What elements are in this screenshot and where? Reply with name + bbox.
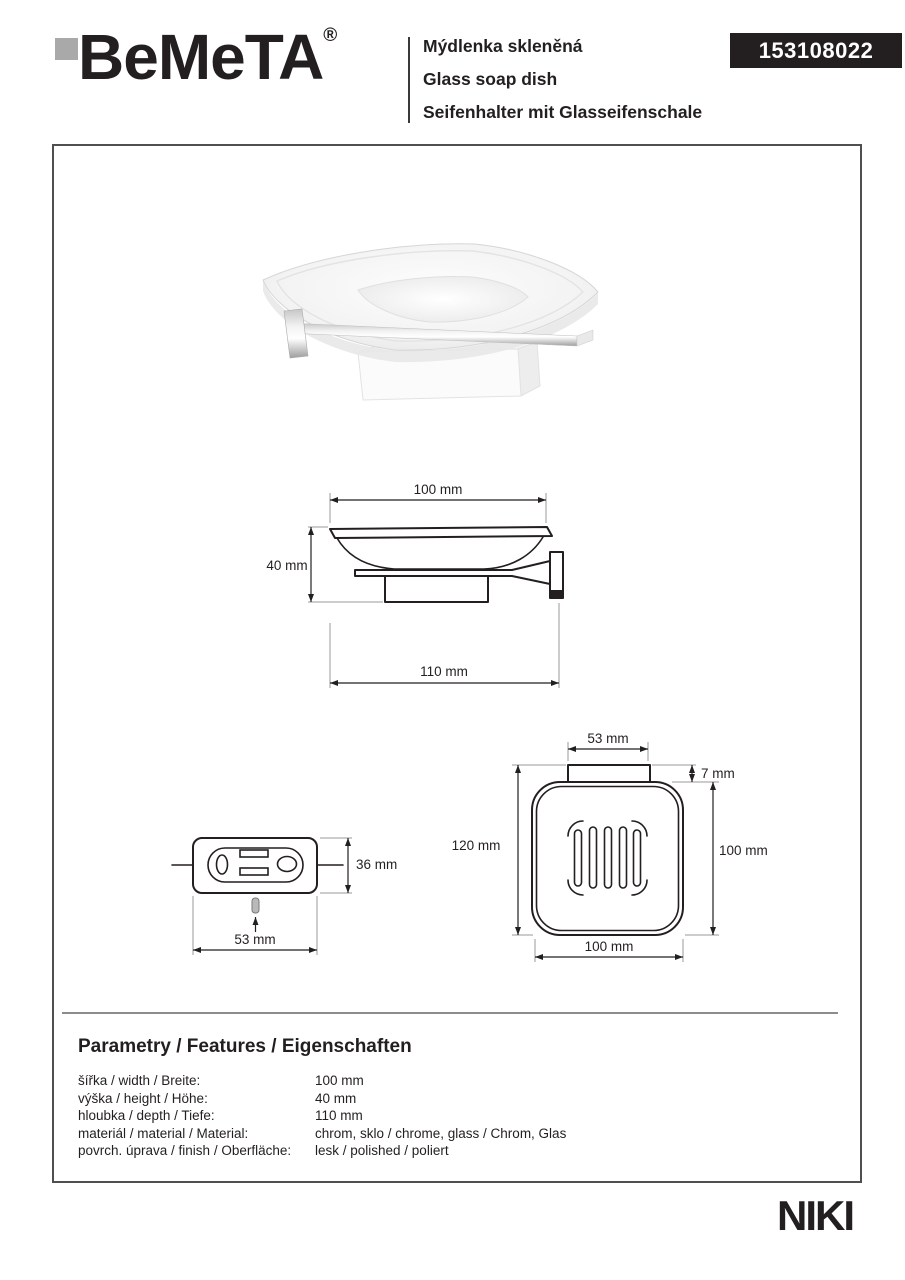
param-label-height: výška / height / Höhe: bbox=[78, 1090, 208, 1106]
product-title-cs: Mýdlenka skleněná bbox=[423, 36, 583, 56]
brand-name: BeMeTA bbox=[78, 21, 324, 93]
parameters-heading: Parametry / Features / Eigenschaften bbox=[78, 1036, 412, 1057]
product-photo bbox=[180, 180, 740, 470]
table-row bbox=[78, 1142, 566, 1160]
top-dish-width-label: 100 mm bbox=[584, 939, 634, 954]
product-title-en: Glass soap dish bbox=[423, 69, 558, 89]
side-width-label: 100 mm bbox=[413, 482, 463, 497]
top-view-drawing bbox=[440, 727, 770, 967]
product-titles bbox=[423, 30, 702, 129]
side-view-object bbox=[330, 527, 563, 602]
bracket-height-label: 36 mm bbox=[356, 857, 398, 872]
table-row bbox=[78, 1125, 566, 1143]
table-row bbox=[78, 1090, 566, 1108]
brand-logo bbox=[78, 20, 337, 94]
product-code-badge: 153108022 bbox=[730, 33, 902, 68]
side-depth-label: 110 mm bbox=[420, 664, 468, 679]
param-value-depth: 110 mm bbox=[315, 1108, 363, 1124]
series-name: NIKI bbox=[777, 1192, 853, 1239]
top-view-object bbox=[532, 765, 683, 935]
param-value-finish: lesk / polished / poliert bbox=[315, 1143, 449, 1159]
param-value-width: 100 mm bbox=[315, 1073, 364, 1088]
bracket-width-label: 53 mm bbox=[234, 932, 276, 947]
parameters-table bbox=[78, 1072, 566, 1160]
top-dish-depth-label: 100 mm bbox=[719, 843, 768, 858]
param-value-height: 40 mm bbox=[315, 1090, 357, 1106]
top-total-depth-label: 120 mm bbox=[451, 838, 501, 853]
soap-dish-photo bbox=[263, 244, 598, 400]
param-label-finish: povrch. úprava / finish / Oberfläche: bbox=[78, 1143, 292, 1159]
side-height-label: 40 mm bbox=[266, 558, 308, 573]
param-label-material: materiál / material / Material: bbox=[78, 1125, 249, 1141]
table-row bbox=[78, 1072, 566, 1090]
registered-mark: ® bbox=[323, 25, 338, 46]
param-label-width: šířka / width / Breite: bbox=[78, 1073, 201, 1088]
param-value-material: chrom, sklo / chrome, glass / Chrom, Glas bbox=[315, 1125, 567, 1141]
parameters-divider bbox=[62, 1012, 838, 1014]
top-bracket-depth-label: 7 mm bbox=[701, 766, 735, 781]
side-view-drawing bbox=[260, 475, 650, 695]
mounting-pin bbox=[252, 898, 259, 913]
bracket-view-drawing bbox=[160, 818, 405, 963]
top-bracket-width-label: 53 mm bbox=[587, 731, 629, 746]
header-divider bbox=[408, 37, 410, 123]
param-label-depth: hloubka / depth / Tiefe: bbox=[78, 1108, 215, 1124]
table-row bbox=[78, 1107, 566, 1125]
product-title-de: Seifenhalter mit Glasseifenschale bbox=[423, 102, 703, 122]
brand-logo-square bbox=[55, 38, 78, 60]
